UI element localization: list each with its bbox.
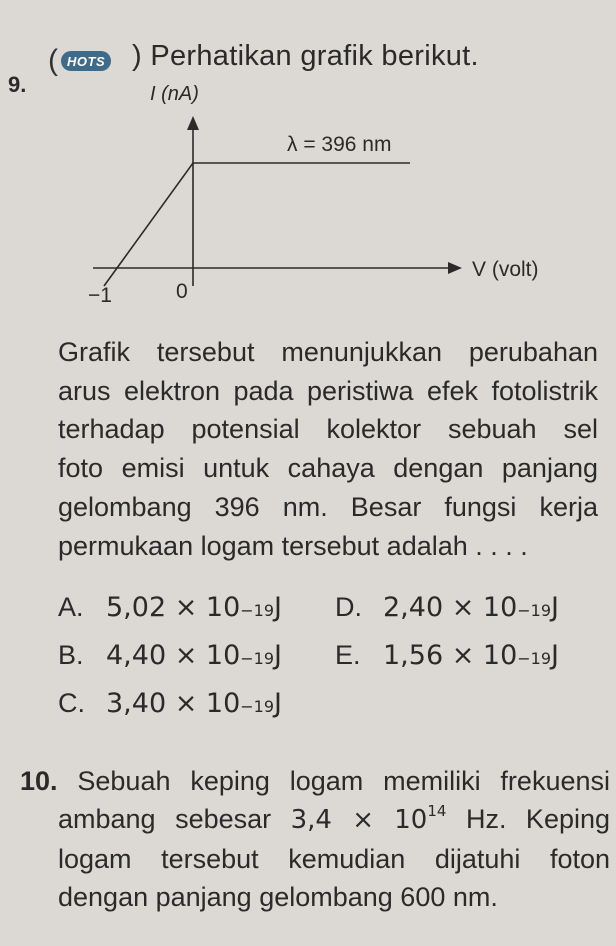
question-9-number: 9. (8, 72, 27, 97)
q9-line-4: foto emisi untuk cahaya dengan panjang (58, 453, 598, 484)
threshold-frequency (290, 802, 447, 835)
y-axis-label: I (nA) (150, 83, 199, 105)
option-e[interactable]: E. 1,56 × 10 −19 J (335, 640, 559, 671)
tick-label-0: 0 (176, 280, 188, 303)
q10-line-2-post: Hz. Keping (446, 804, 611, 834)
option-letter: B. (58, 640, 84, 670)
option-d[interactable]: D. 2,40 × 10 −19 J (335, 592, 559, 623)
option-b[interactable]: B. 4,40 × 10 −19 J (58, 640, 282, 671)
option-letter: C. (58, 688, 85, 718)
option-c[interactable]: C. 3,40 × 10 −19 J (58, 688, 282, 719)
question-10-number: 10. (20, 766, 58, 796)
frequency-mantissa: 3,4 × 10 (290, 805, 428, 835)
frequency-exponent: 14 (427, 802, 447, 820)
q10-line-2-pre: ambang sebesar (58, 804, 291, 834)
option-mantissa: 4,40 × 10 (106, 640, 241, 671)
q10-line-3: logam tersebut kemudian dijatuhi foton (58, 843, 610, 874)
wavelength-label: λ = 396 nm (287, 133, 392, 156)
q10-line-4: dengan panjang gelombang 600 nm. (58, 882, 498, 913)
option-mantissa: 3,40 × 10 (106, 688, 241, 719)
q10-line-2 (58, 800, 610, 840)
q10-line-1-text: Sebuah keping logam memiliki frekuensi (77, 766, 610, 796)
question-9-text (58, 333, 598, 565)
option-a[interactable]: A. 5,02 × 10 −19 J (58, 592, 282, 623)
q9-line-2: arus elektron pada peristiwa efek fotolistrik (58, 375, 598, 406)
q9-line-5: gelombang 396 nm. Besar fungsi kerja (58, 491, 598, 522)
option-mantissa: 5,02 × 10 (106, 592, 241, 623)
y-axis-arrow-icon (187, 116, 199, 130)
x-axis-arrow-icon (448, 262, 462, 274)
option-letter: A. (58, 592, 84, 622)
option-unit: J (274, 592, 282, 623)
option-letter: D. (335, 592, 362, 622)
hots-label: HOTS (61, 51, 111, 71)
option-unit: J (551, 592, 559, 623)
question-9-intro: ) Perhatikan grafik berikut. (132, 40, 479, 72)
q9-line-6: permukaan logam tersebut adalah . . . . (58, 530, 528, 561)
option-letter: E. (335, 640, 361, 670)
badge-open-paren: ( (48, 44, 58, 77)
q9-line-1: Grafik tersebut menunjukkan perubahan (58, 337, 598, 367)
option-mantissa: 1,56 × 10 (383, 640, 518, 671)
q9-line-3: terhadap potensial kolektor sebuah sel (58, 414, 598, 445)
intro-text: Perhatikan grafik berikut. (150, 40, 479, 72)
option-unit: J (274, 688, 282, 719)
question-10-text (20, 762, 610, 801)
photoelectric-graph (0, 0, 616, 340)
x-axis-label: V (volt) (472, 258, 539, 281)
tick-label-neg1: −1 (88, 284, 112, 307)
option-unit: J (551, 640, 559, 671)
question-10-body (58, 800, 610, 917)
option-unit: J (274, 640, 282, 671)
option-mantissa: 2,40 × 10 (383, 592, 518, 623)
q10-line-1 (20, 762, 610, 801)
